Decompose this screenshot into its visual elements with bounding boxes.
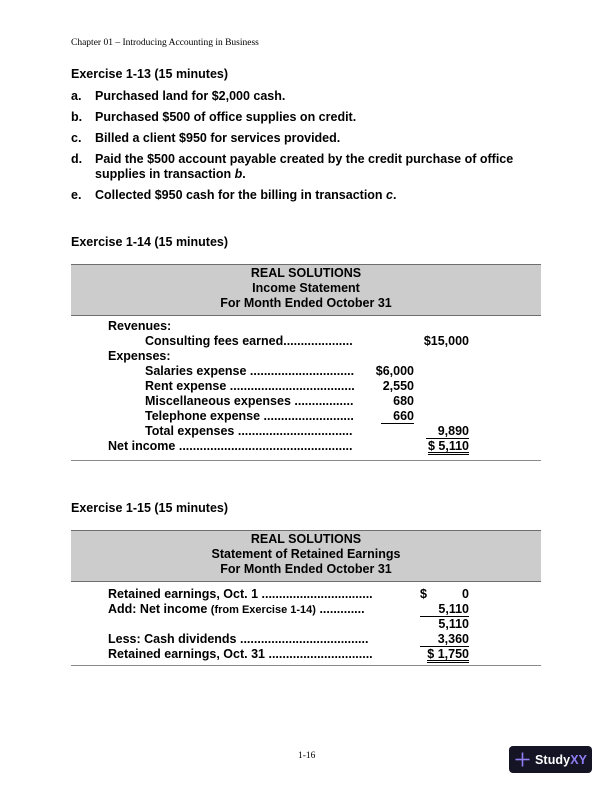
studyxy-badge[interactable] <box>509 746 592 773</box>
retained-earnings-end-label: Retained earnings, Oct. 31 .............................. <box>108 647 373 661</box>
plus-icon <box>515 752 530 767</box>
list-item <box>71 110 551 125</box>
section-divider <box>71 665 541 666</box>
running-header: Chapter 01 – Introducing Accounting in Business <box>71 38 259 48</box>
salaries-expense-value: $6,000 <box>375 364 414 378</box>
add-net-income-label <box>108 602 365 618</box>
leader-dots: ............. <box>315 602 365 616</box>
income-statement-heading <box>71 264 541 316</box>
cash-dividends-cell <box>413 632 469 647</box>
list-item <box>71 188 551 203</box>
item-text: Purchased land for $2,000 cash. <box>95 89 286 103</box>
item-label: b. <box>71 110 83 124</box>
consulting-fees-value: $15,000 <box>423 334 469 348</box>
item-text-part: . <box>242 167 246 181</box>
brand-name-main: Study <box>535 752 571 767</box>
company-name: REAL SOLUTIONS <box>250 266 362 280</box>
retained-earnings-begin-value: 0 <box>462 587 469 601</box>
add-net-income-cell <box>413 602 469 617</box>
net-income-value: $ 5,110 <box>427 439 469 453</box>
retained-earnings-end-value: $ 1,750 <box>427 647 469 661</box>
telephone-expense-label: Telephone expense .......................... <box>145 409 354 423</box>
subtotal-value: 5,110 <box>438 617 469 631</box>
page-number: 1-16 <box>298 751 316 761</box>
exercise-15-title: Exercise 1-15 (15 minutes) <box>71 501 229 515</box>
telephone-expense-value: 660 <box>381 410 414 424</box>
item-text-part: Paid the $500 account payable created by the credit purchase of office supplies in transaction <box>95 152 514 181</box>
list-item <box>71 89 551 104</box>
rent-expense-label: Rent expense .................................... <box>145 379 355 393</box>
statement-period: For Month Ended October 31 <box>220 562 392 576</box>
item-text <box>95 152 551 182</box>
item-text-emphasis: b <box>234 167 243 181</box>
item-label: d. <box>71 152 83 166</box>
statement-name: Income Statement <box>252 281 360 295</box>
add-net-income-value: 5,110 <box>420 603 469 617</box>
item-text-part: . <box>393 188 397 202</box>
item-label: c. <box>71 131 82 145</box>
misc-expenses-label: Miscellaneous expenses ................. <box>145 394 354 408</box>
section-divider <box>71 460 541 461</box>
retained-earnings-end-cell <box>413 647 469 663</box>
brand-name <box>535 753 587 767</box>
total-expenses-cell <box>413 424 469 439</box>
item-text: Purchased $500 of office supplies on credit. <box>95 110 357 124</box>
retained-earnings-heading <box>71 530 541 582</box>
item-text <box>95 188 551 203</box>
telephone-expense-cell <box>366 409 414 424</box>
item-label: e. <box>71 188 82 202</box>
net-income-cell <box>413 439 469 455</box>
item-label: a. <box>71 89 82 103</box>
rent-expense-value: 2,550 <box>382 379 414 393</box>
item-text: Billed a client $950 for services provided. <box>95 131 341 145</box>
exercise-13-title: Exercise 1-13 (15 minutes) <box>71 67 229 81</box>
exercise-14-title: Exercise 1-14 (15 minutes) <box>71 235 229 249</box>
add-net-income-note: (from Exercise 1-14) <box>210 604 316 616</box>
item-text-emphasis: c <box>386 188 393 202</box>
item-text-part: Collected $950 cash for the billing in transaction <box>95 188 387 202</box>
cash-dividends-label: Less: Cash dividends ..................................... <box>108 632 369 646</box>
expenses-label: Expenses: <box>108 349 171 363</box>
currency-symbol: $ <box>420 587 427 601</box>
retained-earnings-begin-label: Retained earnings, Oct. 1 ................................ <box>108 587 373 601</box>
statement-period: For Month Ended October 31 <box>220 296 392 310</box>
net-income-label: Net income .................................................. <box>108 439 353 453</box>
cash-dividends-value: 3,360 <box>420 633 469 647</box>
exercise-13-list <box>71 89 551 209</box>
misc-expenses-value: 680 <box>393 394 414 408</box>
list-item <box>71 152 551 182</box>
brand-name-accent: XY <box>570 752 588 767</box>
consulting-fees-label: Consulting fees earned.................... <box>145 334 353 348</box>
company-name: REAL SOLUTIONS <box>250 532 362 546</box>
total-expenses-label: Total expenses ................................. <box>145 424 353 438</box>
total-expenses-value: 9,890 <box>426 425 469 439</box>
revenues-label: Revenues: <box>108 319 172 333</box>
list-item <box>71 131 551 146</box>
salaries-expense-label: Salaries expense .............................. <box>145 364 355 378</box>
add-net-income-text: Add: Net income <box>108 602 211 616</box>
statement-name: Statement of Retained Earnings <box>211 547 401 561</box>
